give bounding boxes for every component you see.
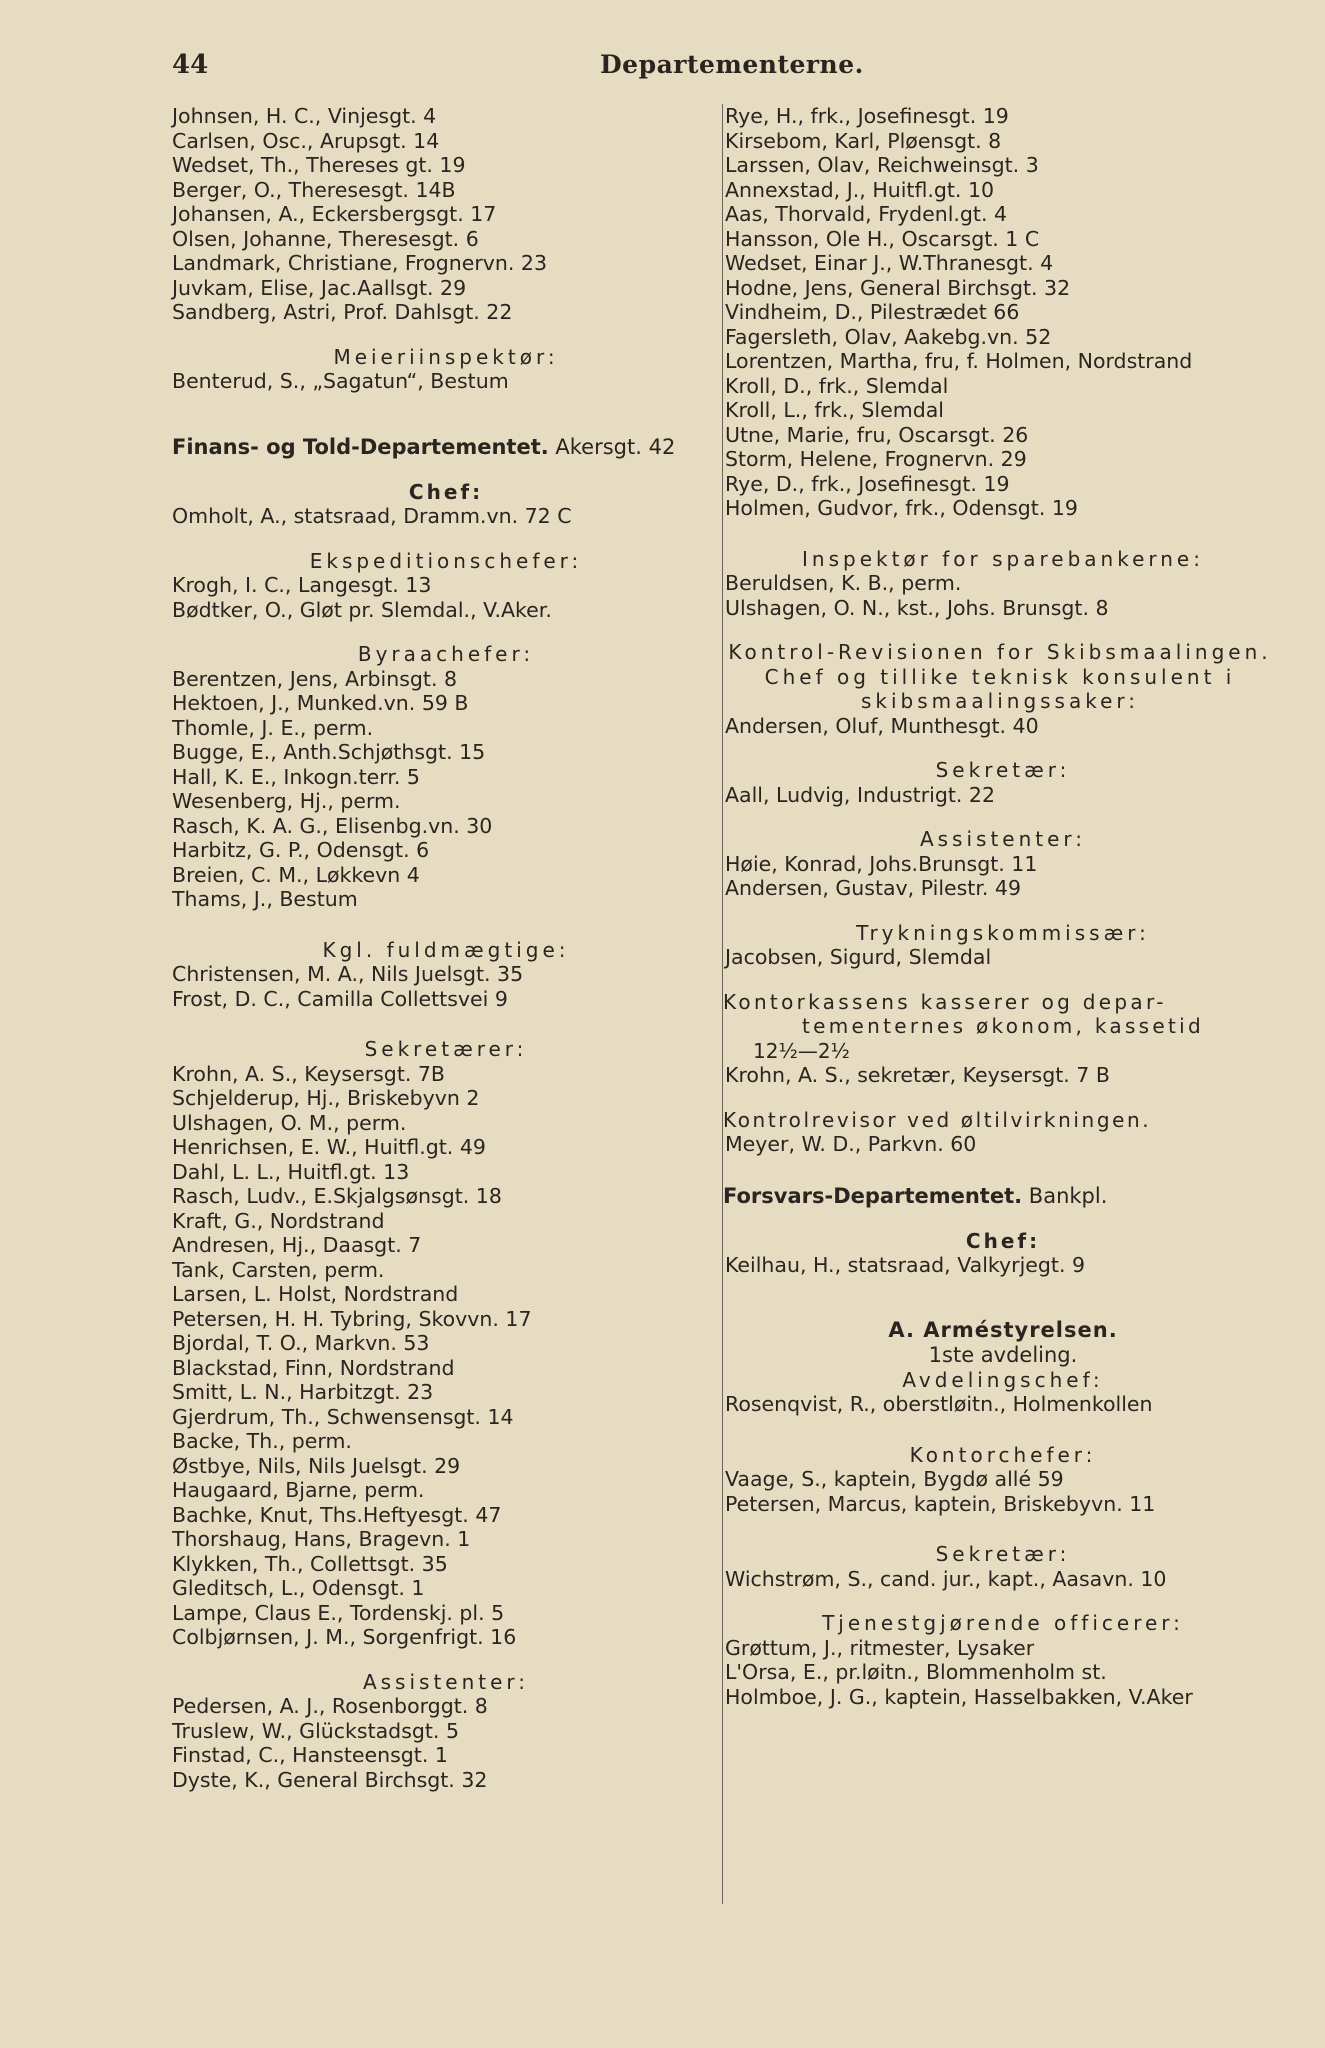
directory-entry: Olsen, Johanne, Theresesgt. 6	[172, 226, 479, 251]
right-column	[722, 104, 1283, 1904]
section-heading-fuldmaegtige: Kgl. fuldmægtige:	[322, 937, 570, 962]
section-subheading-chef-konsulent: Chef og tillike teknisk konsulent i skibsmaalingssaker:	[764, 664, 1236, 713]
directory-entry: Smitt, L. N., Harbitzgt. 23	[172, 1380, 434, 1404]
directory-entry: Ulshagen, O. N., kst., Johs. Brunsgt. 8	[725, 595, 1109, 620]
entry-list	[172, 369, 720, 394]
left-column	[172, 104, 720, 1792]
directory-entry: Kroll, L., frk., Slemdal	[725, 398, 944, 422]
directory-entry: Juvkam, Elise, Jac.Aallsgt. 29	[172, 275, 467, 300]
section-heading-sekretaer: Sekretær:	[935, 758, 1071, 782]
section-heading-chef: Chef:	[408, 479, 484, 504]
directory-entry: Klykken, Th., Collettsgt. 35	[172, 1551, 448, 1576]
directory-entry: Krohn, A. S., Keysersgt. 7B	[172, 1061, 445, 1086]
entry-list	[723, 1467, 1283, 1516]
section-heading-kontorkassens-1: Kontorkassens kasserer og depar-	[723, 989, 1167, 1014]
section-heading-sekretaer-2: Sekretær:	[935, 1542, 1071, 1566]
directory-entry: Hektoen, J., Munked.vn. 59 B	[172, 691, 469, 715]
directory-entry: Breien, C. M., Løkkevn 4	[172, 862, 420, 887]
directory-entry: Andresen, Hj., Daasgt. 7	[172, 1233, 422, 1257]
entry-list	[723, 1132, 1283, 1157]
directory-entry: Andersen, Gustav, Pilestr. 49	[725, 876, 1022, 900]
directory-entry: Harbitz, G. P., Odensgt. 6	[172, 838, 430, 862]
entry-list	[723, 714, 1283, 739]
entry-list	[172, 1062, 720, 1650]
directory-entry: Bugge, E., Anth.Schjøthsgt. 15	[172, 740, 486, 764]
directory-entry: Backe, Th., perm.	[172, 1429, 352, 1453]
directory-entry: Lampe, Claus E., Tordenskj. pl. 5	[172, 1600, 505, 1625]
directory-entry: Thorshaug, Hans, Bragevn. 1	[172, 1527, 471, 1551]
directory-entry: Fagersleth, Olav, Aakebg.vn. 52	[725, 324, 1052, 349]
section-heading-ekspeditionschefer: Ekspeditionschefer:	[309, 548, 583, 573]
section-heading-trykningskommissaer: Trykningskommissær:	[856, 920, 1150, 945]
entry-list	[723, 1636, 1283, 1710]
directory-entry: Lorentzen, Martha, fru, f. Holmen, Nordstrand	[725, 349, 1193, 373]
department-address: Bankpl.	[1028, 1183, 1108, 1208]
section-heading-kontrolrevisor: Kontrolrevisor ved øltilvirkningen.	[723, 1107, 1152, 1132]
directory-entry: Rye, H., frk., Josefinesgt. 19	[725, 104, 1009, 128]
directory-entry: Berentzen, Jens, Arbinsgt. 8	[172, 666, 458, 691]
directory-entry: Holmen, Gudvor, frk., Odensgt. 19	[725, 496, 1078, 520]
directory-entry: Larssen, Olav, Reichweinsgt. 3	[725, 153, 1039, 177]
directory-entry: Schjelderup, Hj., Briskebyvn 2	[172, 1086, 480, 1110]
entry-list	[723, 1253, 1283, 1278]
entry-list	[172, 104, 720, 325]
section-heading-kontorchefer: Kontorchefer:	[909, 1442, 1097, 1467]
page-title: Departementerne.	[600, 50, 864, 79]
directory-entry: Sandberg, Astri, Prof. Dahlsgt. 22	[172, 300, 513, 324]
directory-entry: Kirsebom, Karl, Pløensgt. 8	[725, 128, 1002, 153]
entry-list	[723, 783, 1283, 808]
section-heading-chef: Chef:	[965, 1228, 1041, 1253]
entry-list	[723, 1567, 1283, 1592]
directory-entry: Storm, Helene, Frognervn. 29	[725, 447, 1027, 471]
directory-entry: Carlsen, Osc., Arupsgt. 14	[172, 128, 440, 153]
directory-entry: Wedset, Einar J., W.Thranesgt. 4	[725, 251, 1054, 275]
directory-entry: Wedset, Th., Thereses gt. 19	[172, 153, 466, 177]
directory-entry: Krohn, A. S., sekretær, Keysersgt. 7 B	[725, 1063, 1110, 1087]
directory-entry: Rasch, Ludv., E.Skjalgsønsgt. 18	[172, 1184, 502, 1208]
directory-entry: Johnsen, H. C., Vinjesgt. 4	[172, 104, 437, 128]
department-heading-finans	[172, 434, 720, 460]
directory-entry: Meyer, W. D., Parkvn. 60	[725, 1132, 977, 1156]
section-heading-meieriinspektor: Meieriinspektør:	[333, 344, 559, 369]
directory-entry: Haugaard, Bjarne, perm.	[172, 1478, 425, 1502]
entry-list	[723, 1063, 1283, 1088]
directory-entry: Rosenqvist, R., oberstløitn., Holmenkollen	[725, 1392, 1153, 1416]
directory-entry: Thomle, J. E., perm.	[172, 715, 374, 740]
section-heading-kontorkassens-2: tementernes økonom, kassetid	[802, 1014, 1204, 1038]
directory-entry: Blackstad, Finn, Nordstrand	[172, 1355, 455, 1380]
directory-entry: Vaage, S., kaptein, Bygdø allé 59	[725, 1467, 1064, 1491]
directory-entry: Wesenberg, Hj., perm.	[172, 789, 401, 813]
section-heading-sekretaerer: Sekretærer:	[364, 1037, 528, 1061]
directory-entry: Holmboe, J. G., kaptein, Hasselbakken, V.Aker	[725, 1684, 1193, 1709]
directory-entry: Thams, J., Bestum	[172, 887, 358, 911]
directory-entry: Landmark, Christiane, Frognervn. 23	[172, 251, 548, 275]
directory-entry: Truslew, W., Glückstadsgt. 5	[172, 1718, 459, 1743]
directory-entry: Bødtker, O., Gløt pr. Slemdal., V.Aker.	[172, 597, 552, 622]
entry-list	[172, 1694, 720, 1792]
directory-entry: Annexstad, J., Huitfl.gt. 10	[725, 177, 995, 202]
directory-entry: Petersen, H. H. Tybring, Skovvn. 17	[172, 1306, 532, 1331]
section-heading-tjenestgjorende: Tjenestgjørende officerer:	[822, 1611, 1184, 1635]
directory-entry: Rasch, K. A. G., Elisenbg.vn. 30	[172, 813, 493, 838]
section-heading-byraachefer: Byraachefer:	[357, 642, 535, 666]
directory-entry: Grøttum, J., ritmester, Lysaker	[725, 1635, 1035, 1660]
department-name: Forsvars-Departementet.	[723, 1183, 1023, 1208]
directory-entry: Rye, D., frk., Josefinesgt. 19	[725, 471, 1010, 496]
directory-entry: Hodne, Jens, General Birchsgt. 32	[725, 275, 1071, 300]
directory-entry: Finstad, C., Hansteensgt. 1	[172, 1743, 448, 1767]
department-address: Akersgt. 42	[555, 434, 676, 459]
directory-entry: Kroll, D., frk., Slemdal	[725, 373, 949, 398]
entry-list	[723, 945, 1283, 970]
entry-list	[172, 962, 720, 1011]
division-label: 1ste avdeling.	[928, 1342, 1078, 1367]
directory-entry: Utne, Marie, fru, Oscarsgt. 26	[725, 422, 1029, 447]
section-heading-kontrol-revisionen: Kontrol-Revisionen for Skibsmaalingen.	[728, 640, 1272, 664]
directory-entry: Colbjørnsen, J. M., Sorgenfrigt. 16	[172, 1625, 517, 1649]
directory-entry: Dyste, K., General Birchsgt. 32	[172, 1767, 488, 1792]
directory-entry: Bjordal, T. O., Markvn. 53	[172, 1331, 430, 1355]
entry-list	[172, 667, 720, 912]
directory-entry: Høie, Konrad, Johs.Brunsgt. 11	[725, 851, 1038, 876]
directory-entry: Keilhau, H., statsraad, Valkyrjegt. 9	[725, 1253, 1086, 1277]
section-heading-assistenter: Assistenter:	[362, 1669, 530, 1694]
directory-entry: Østbye, Nils, Nils Juelsgt. 29	[172, 1453, 461, 1478]
directory-entry: Ulshagen, O. M., perm.	[172, 1110, 407, 1135]
directory-entry: Berger, O., Theresesgt. 14B	[172, 177, 456, 202]
page-number: 44	[172, 50, 209, 80]
directory-entry: Frost, D. C., Camilla Collettsvei 9	[172, 986, 508, 1011]
directory-entry: Tank, Carsten, perm.	[172, 1257, 385, 1282]
directory-entry: Benterud, S., „Sagatun“, Bestum	[172, 369, 509, 393]
department-heading-forsvars	[723, 1183, 1283, 1209]
department-name: Finans- og Told-Departementet.	[172, 434, 549, 459]
directory-entry: Andersen, Oluf, Munthesgt. 40	[725, 713, 1039, 738]
directory-entry: Hansson, Ole H., Oscarsgt. 1 C	[725, 226, 1040, 251]
entry-list	[172, 504, 720, 529]
entry-list	[723, 852, 1283, 901]
directory-entry: Christensen, M. A., Nils Juelsgt. 35	[172, 962, 524, 986]
directory-entry: Bachke, Knut, Ths.Heftyesgt. 47	[172, 1502, 502, 1527]
directory-entry: Larsen, L. Holst, Nordstrand	[172, 1282, 459, 1306]
directory-entry: Henrichsen, E. W., Huitfl.gt. 49	[172, 1135, 486, 1159]
directory-entry: Vindheim, D., Pilestrædet 66	[725, 300, 1020, 324]
directory-entry: Aall, Ludvig, Industrigt. 22	[725, 782, 996, 807]
section-heading-avdelingschef: Avdelingschef:	[902, 1367, 1104, 1392]
entry-list	[723, 1392, 1283, 1417]
section-title-armestyrelsen: A. Arméstyrelsen.	[888, 1317, 1118, 1342]
directory-entry: Pedersen, A. J., Rosenborggt. 8	[172, 1694, 488, 1718]
directory-entry: Aas, Thorvald, Frydenl.gt. 4	[725, 202, 1008, 226]
directory-entry: Johansen, A., Eckersbergsgt. 17	[172, 202, 497, 226]
directory-entry: Kraft, G., Nordstrand	[172, 1208, 385, 1233]
section-heading-inspektor: Inspektør for sparebankerne:	[802, 546, 1204, 571]
directory-entry: L'Orsa, E., pr.løitn., Blommenholm st.	[725, 1660, 1107, 1684]
directory-entry: Dahl, L. L., Huitfl.gt. 13	[172, 1159, 410, 1184]
directory-entry: Jacobsen, Sigurd, Slemdal	[725, 945, 992, 969]
directory-entry: Omholt, A., statsraad, Dramm.vn. 72 C	[172, 504, 572, 528]
directory-entry: Krogh, I. C., Langesgt. 13	[172, 573, 432, 597]
directory-entry: Beruldsen, K. B., perm.	[725, 571, 962, 595]
directory-entry: Wichstrøm, S., cand. jur., kapt., Aasavn. 10	[725, 1566, 1167, 1591]
directory-entry: Hall, K. E., Inkogn.terr. 5	[172, 764, 420, 789]
directory-entry: Gjerdrum, Th., Schwensensgt. 14	[172, 1404, 514, 1429]
entry-list	[723, 104, 1283, 521]
section-heading-assistenter: Assistenter:	[919, 827, 1087, 851]
directory-entry: Gleditsch, L., Odensgt. 1	[172, 1576, 425, 1600]
entry-list	[172, 573, 720, 622]
entry-list	[723, 571, 1283, 620]
section-heading-kassetid: 12½—2½	[753, 1038, 850, 1063]
directory-entry: Petersen, Marcus, kaptein, Briskebyvn. 11	[725, 1491, 1156, 1516]
